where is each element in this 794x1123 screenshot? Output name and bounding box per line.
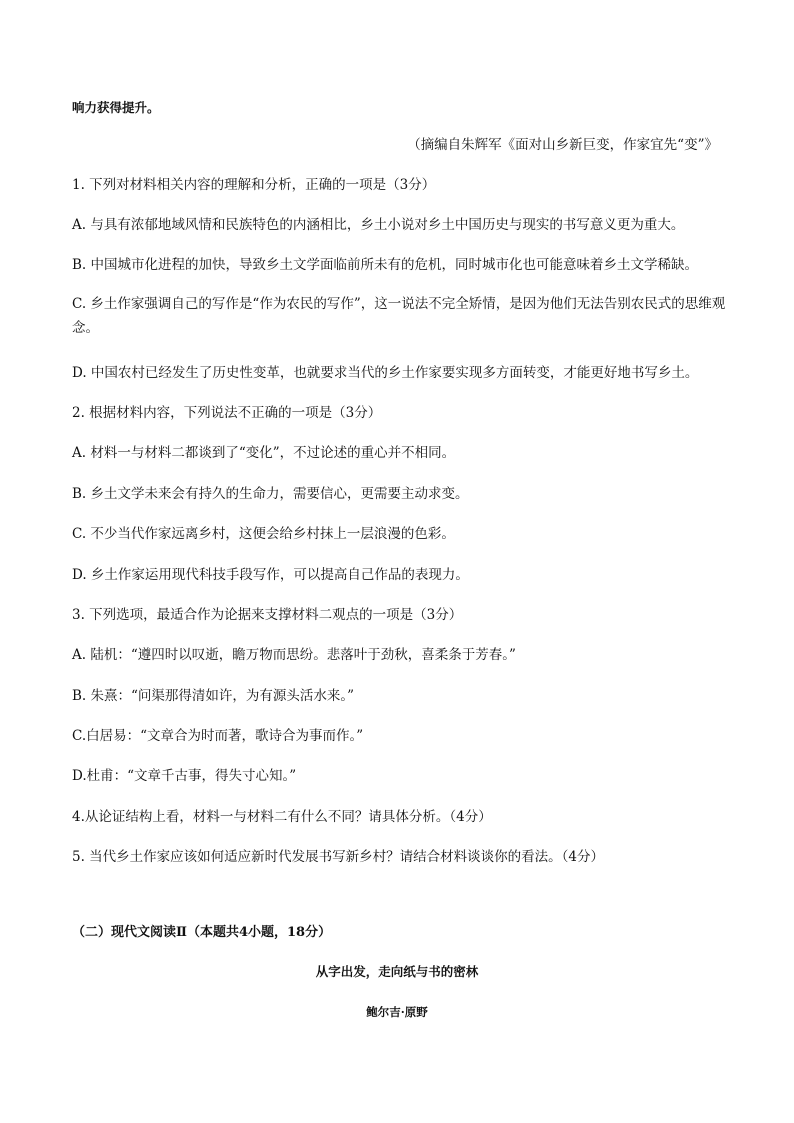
question-4-stem: 4.从论证结构上看，材料一与材料二有什么不同？请具体分析。（4分）: [72, 809, 492, 825]
article-author: 鲍尔吉·原野: [366, 1005, 428, 1019]
question-2-option-a: A. 材料一与材料二都谈到了“变化”，不过论述的重心并不相同。: [72, 445, 456, 461]
question-2-stem: 2. 根据材料内容，下列说法不正确的一项是（3分）: [72, 405, 382, 421]
continuation-text: 响力获得提升。: [72, 100, 160, 115]
question-3-option-a: A. 陆机：“遵四时以叹逝，瞻万物而思纷。悲落叶于劲秋，喜柔条于芳春。”: [72, 647, 516, 663]
question-3-option-d: D.杜甫：“文章千古事，得失寸心知。”: [72, 768, 297, 784]
question-3-stem: 3. 下列选项，最适合作为论据来支撑材料二观点的一项是（3分）: [72, 607, 463, 623]
source-citation: （摘编自朱辉军《面对山乡新巨变，作家宜先“变”》: [407, 137, 718, 153]
question-1-option-a: A. 与具有浓郁地域风情和民族特色的内涵相比，乡土小说对乡土中国历史与现实的书写意义更为重大。: [72, 217, 685, 233]
question-3-option-c: C.白居易：“文章合为时而著，歌诗合为事而作。”: [72, 728, 364, 744]
article-title: 从字出发，走向纸与书的密林: [315, 964, 479, 979]
question-5-stem: 5. 当代乡土作家应该如何适应新时代发展书写新乡村？请结合材料谈谈你的看法。（4分）: [72, 849, 605, 865]
question-2-option-b: B. 乡土文学未来会有持久的生命力，需要信心，更需要主动求变。: [72, 486, 469, 502]
question-1-option-b: B. 中国城市化进程的加快，导致乡土文学面临前所未有的危机，同时城市化也可能意味着乡土文学稀缺。: [72, 257, 699, 273]
question-1-option-d: D. 中国农村已经发生了历史性变革，也就要求当代的乡土作家要实现多方面转变，才能更好地书写乡土。: [72, 365, 699, 381]
question-3-option-b: B. 朱熹：“问渠那得清如许，为有源头活水来。”: [72, 688, 355, 704]
question-2-option-d: D. 乡土作家运用现代科技手段写作，可以提高自己作品的表现力。: [72, 567, 469, 583]
question-2-option-c: C. 不少当代作家远离乡村，这便会给乡村抹上一层浪漫的色彩。: [72, 526, 455, 542]
question-1-stem: 1. 下列对材料相关内容的理解和分析，正确的一项是（3分）: [72, 177, 436, 193]
question-1-option-c: C. 乡土作家强调自己的写作是“作为农民的写作”，这一说法不完全矫情，是因为他们无法告别农民式的思维观念。: [72, 296, 726, 336]
section-heading: （二）现代文阅读Ⅱ（本题共4小题，18分）: [72, 925, 332, 940]
